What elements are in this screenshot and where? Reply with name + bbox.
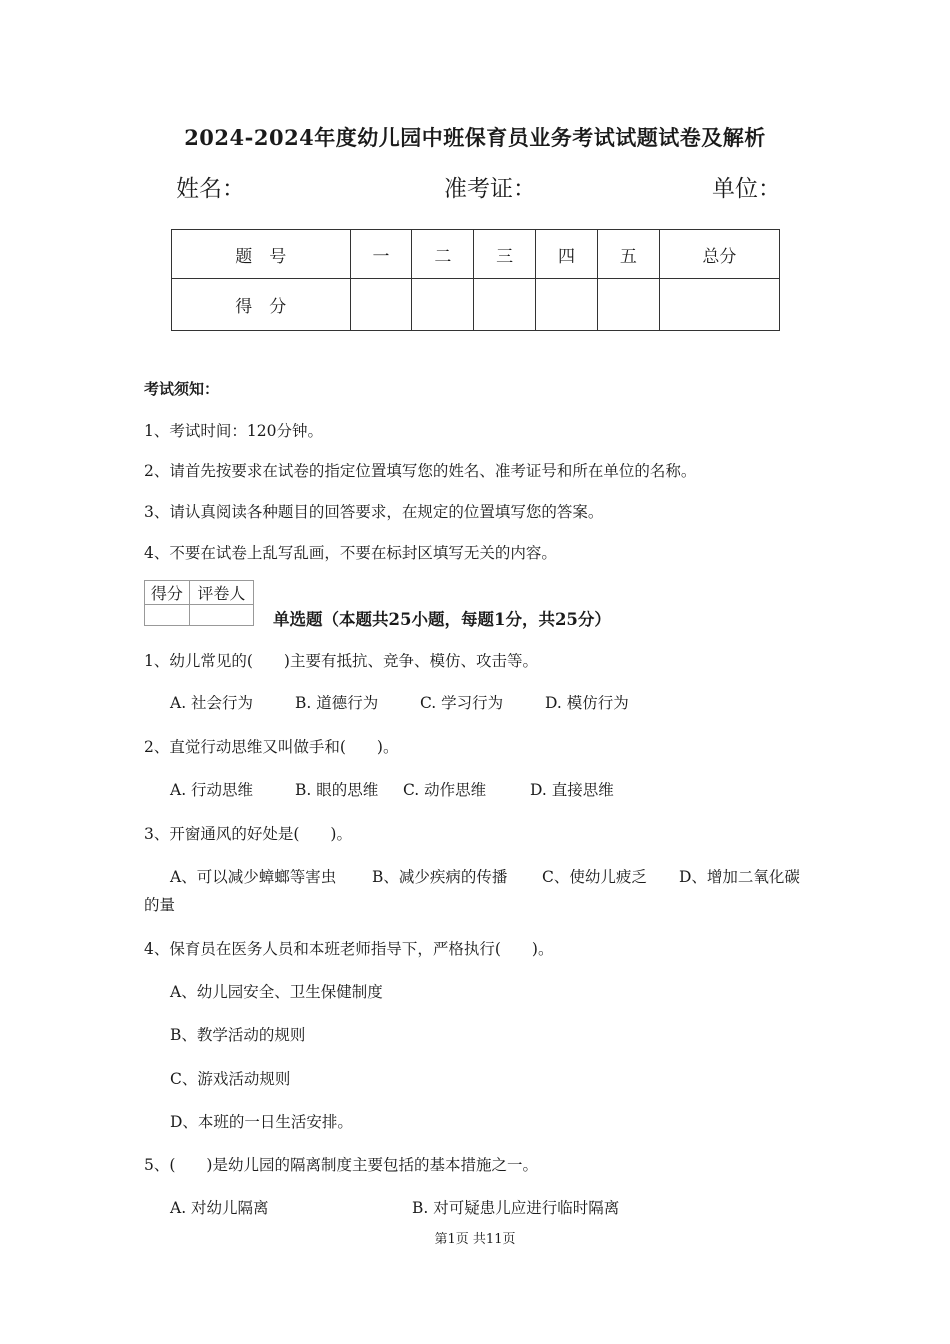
section-title: 单选题（本题共25小题，每题1分，共25分） [273, 610, 611, 629]
grader-name-cell[interactable] [189, 605, 253, 626]
score-header-cell: 一 [350, 230, 412, 279]
notice-item: 1、考试时间：120分钟。 [144, 422, 323, 440]
question-option: C、使幼儿疲乏 [542, 868, 647, 886]
score-cell[interactable] [597, 279, 659, 331]
score-header-cell: 五 [597, 230, 659, 279]
question-stem: 3、开窗通风的好处是( )。 [144, 825, 352, 843]
score-cell[interactable] [474, 279, 536, 331]
grader-score-label: 得分 [145, 581, 190, 605]
name-label: 姓名： [176, 176, 245, 202]
question-option: B、减少疾病的传播 [372, 868, 508, 886]
question-option: A. 社会行为 [170, 694, 254, 712]
notice-item: 4、不要在试卷上乱写乱画，不要在标封区填写无关的内容。 [144, 544, 557, 562]
unit-label: 单位： [712, 176, 781, 202]
question-option: A. 对幼儿隔离 [170, 1199, 269, 1217]
score-cell[interactable] [412, 279, 474, 331]
score-header-cell: 二 [412, 230, 474, 279]
question-option: B. 道德行为 [295, 694, 379, 712]
question-option: D. 模仿行为 [545, 694, 629, 712]
grader-box [144, 580, 254, 626]
question-option: D. 直接思维 [530, 781, 614, 799]
score-header-cell: 总分 [659, 230, 779, 279]
question-stem: 4、保育员在医务人员和本班老师指导下，严格执行( )。 [144, 940, 554, 958]
question-option: D、本班的一日生活安排。 [170, 1113, 353, 1131]
score-header-cell: 题 号 [172, 230, 351, 279]
question-option: B. 对可疑患儿应进行临时隔离 [412, 1199, 620, 1217]
question-stem: 1、幼儿常见的( )主要有抵抗、竞争、模仿、攻击等。 [144, 652, 538, 670]
score-table-header-row [172, 230, 780, 279]
question-option: C、游戏活动规则 [170, 1070, 291, 1088]
score-table-score-row [172, 279, 780, 331]
question-stem: 2、直觉行动思维又叫做手和( )。 [144, 738, 399, 756]
page-footer: 第1页 共11页 [434, 1232, 516, 1247]
score-row-label: 得 分 [172, 279, 351, 331]
score-cell[interactable] [536, 279, 598, 331]
question-option: C. 动作思维 [403, 781, 487, 799]
exam-id-label: 准考证： [444, 176, 536, 202]
score-cell[interactable] [659, 279, 779, 331]
question-option: B. 眼的思维 [295, 781, 379, 799]
notice-item: 3、请认真阅读各种题目的回答要求，在规定的位置填写您的答案。 [144, 503, 604, 521]
question-option: C. 学习行为 [420, 694, 504, 712]
grader-score-cell[interactable] [145, 605, 190, 626]
grader-name-label: 评卷人 [189, 581, 253, 605]
question-option: A、可以减少蟑螂等害虫 [170, 868, 337, 886]
score-header-cell: 三 [474, 230, 536, 279]
question-option: B、教学活动的规则 [170, 1026, 306, 1044]
score-table [171, 229, 780, 331]
score-cell[interactable] [350, 279, 412, 331]
document-title: 2024-2024年度幼儿园中班保育员业务考试试题试卷及解析 [184, 125, 766, 150]
score-header-cell: 四 [536, 230, 598, 279]
question-option-continuation: 的量 [144, 896, 176, 914]
question-option: A、幼儿园安全、卫生保健制度 [170, 983, 383, 1001]
question-stem: 5、( )是幼儿园的隔离制度主要包括的基本措施之一。 [144, 1156, 538, 1174]
notice-title: 考试须知： [144, 380, 220, 398]
question-option: A. 行动思维 [170, 781, 254, 799]
notice-item: 2、请首先按要求在试卷的指定位置填写您的姓名、准考证号和所在单位的名称。 [144, 462, 697, 480]
question-option: D、增加二氧化碳 [679, 868, 800, 886]
